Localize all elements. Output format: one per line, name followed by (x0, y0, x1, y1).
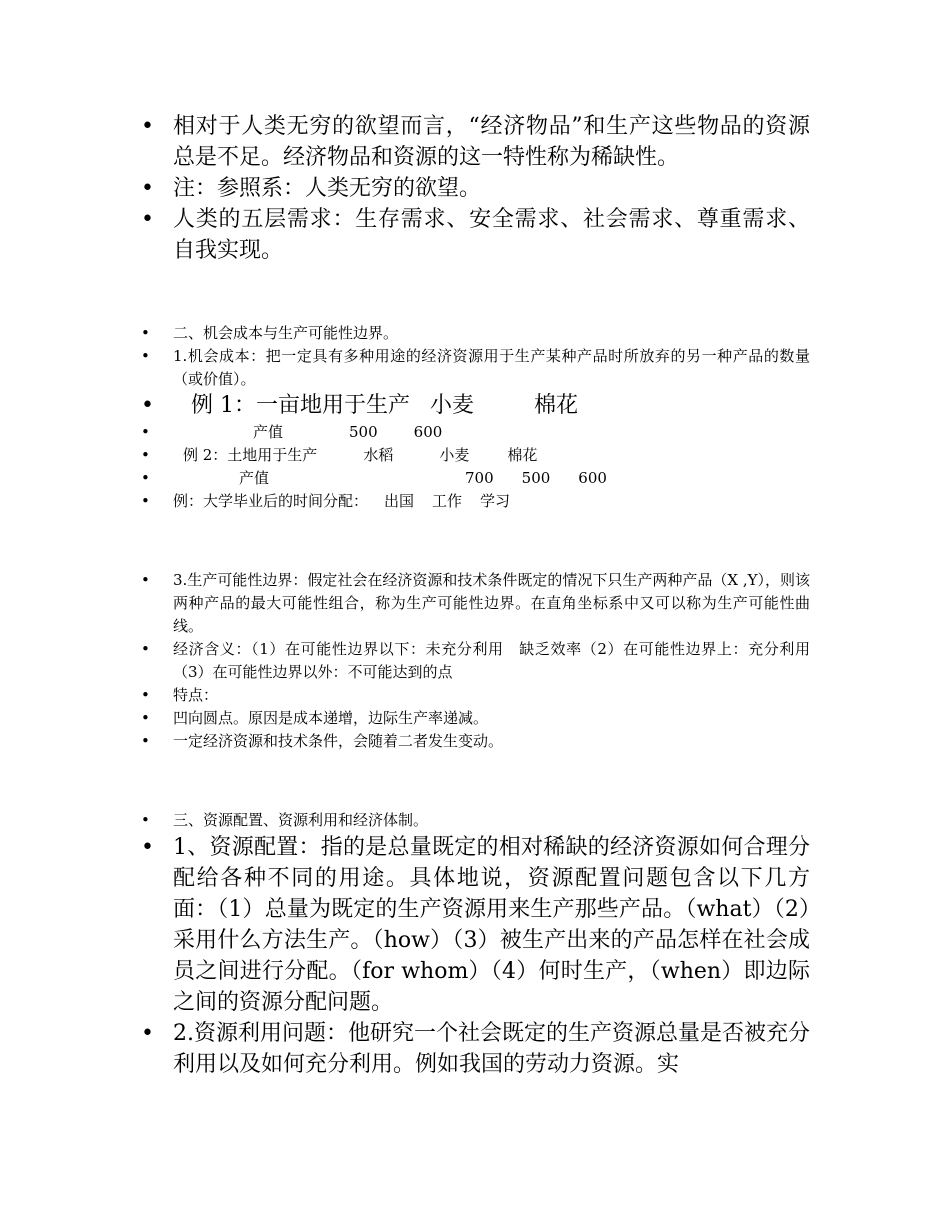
example-1-item-cotton: 棉花 (534, 393, 579, 418)
example-1-value-cotton: 600 (413, 423, 443, 441)
example-1-value-wheat: 500 (349, 423, 378, 441)
example-3-item-work: 工作 (432, 492, 463, 510)
five-needs-paragraph: • 人类的五层需求：生存需求、安全需求、社会需求、尊重需求、自我实现。 (141, 204, 810, 266)
example-1-output-row (141, 421, 810, 444)
economic-meaning: • 经济含义：（1）在可能性边界以下：未充分利用 缺乏效率（2）在可能性边界上：充分利用（3）在可能性边界以外：不可能达到的点 (141, 638, 810, 684)
resource-allocation-paragraph: • 1、资源配置：指的是总量既定的相对稀缺的经济资源如何合理分配给各种不同的用途。具体地说，资源配置问题包含以下几方面：（1）总量为既定的生产资源用来生产那些产品。（what）（2）采用什么方法生产。（how）（3）被生产出来的产品怎样在社会成员之间进行分配。（for whom）（4）何时生产，（when）即边际之间的资源分配问题。 (141, 832, 810, 1018)
example-2-label: • 例 2：土地用于生产 (183, 446, 318, 464)
spacer (141, 266, 810, 322)
example-3-row (141, 490, 810, 513)
example-2-value-cotton: 600 (578, 469, 607, 487)
example-3-item-study: 学习 (480, 492, 511, 510)
reference-note: • 注：参照系：人类无穷的欲望。 (141, 173, 810, 204)
example-1-row (141, 391, 810, 421)
example-1-label: • 例 1：一亩地用于生产 (191, 393, 410, 418)
spacer (141, 753, 810, 809)
spacer (141, 513, 810, 569)
example-2-item-rice: 水稻 (363, 446, 394, 464)
example-3-item-abroad: 出国 (384, 492, 415, 510)
example-2-item-wheat: 小麦 (439, 446, 470, 464)
example-2-output-label: • 产值 (239, 469, 270, 487)
feature-shift: • 一定经济资源和技术条件，会随着二者发生变动。 (141, 730, 810, 753)
example-3-label: • 例：大学毕业后的时间分配： (173, 492, 369, 510)
example-2-row (141, 444, 810, 467)
example-2-value-rice: 700 (465, 469, 494, 487)
example-1-output-label: • 产值 (253, 423, 284, 441)
ppf-definition: • 3.生产可能性边界：假定社会在经济资源和技术条件既定的情况下只生产两种产品（X ,Y），则该两种产品的最大可能性组合，称为生产可能性边界。在直角坐标系中又可以称为生产可能性曲线。 (141, 569, 810, 638)
resource-utilization-paragraph: • 2.资源利用问题：他研究一个社会既定的生产资源总量是否被充分利用以及如何充分利用。例如我国的劳动力资源。实 (141, 1018, 810, 1080)
example-2-output-row (141, 467, 810, 490)
feature-concave: • 凹向圆点。原因是成本递增，边际生产率递减。 (141, 707, 810, 730)
example-2-value-wheat: 500 (521, 469, 551, 487)
example-2-item-cotton: 棉花 (507, 446, 538, 464)
section-heading-resource-allocation: • 三、资源配置、资源利用和经济体制。 (141, 809, 810, 832)
scarcity-paragraph: • 相对于人类无穷的欲望而言，“经济物品”和生产这些物品的资源总是不足。经济物品和资源的这一特性称为稀缺性。 (141, 111, 810, 173)
features-label: • 特点： (141, 684, 810, 707)
example-1-item-wheat: 小麦 (430, 393, 475, 418)
section-heading-opportunity-cost: • 二、机会成本与生产可能性边界。 (141, 322, 810, 345)
opportunity-cost-definition: • 1.机会成本：把一定具有多种用途的经济资源用于生产某种产品时所放弃的另一种产品的数量（或价值）。 (141, 345, 810, 391)
